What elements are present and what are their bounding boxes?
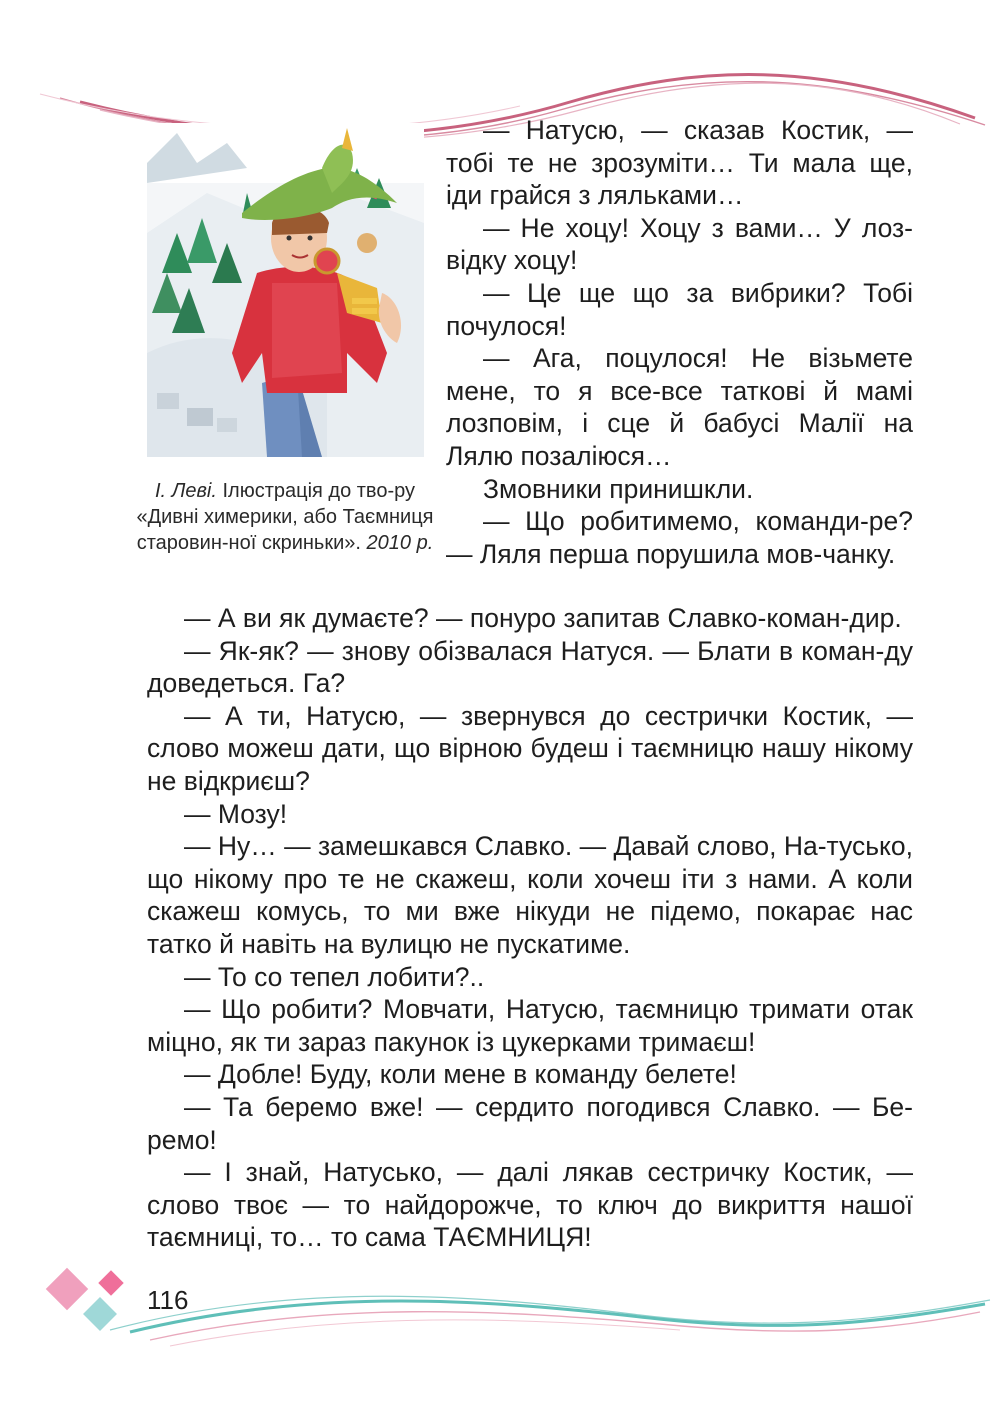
paragraph: — А ти, Натусю, — звернувся до сестрички Костик, — слово можеш дати, що вірною будеш і таємницю нашу нікому не відкриєш?	[147, 700, 913, 796]
paragraph: — Що робити? Мовчати, Натусю, таємницю тримати отак міцно, як ти зараз пакунок із цукерками тримаєш!	[147, 994, 913, 1057]
paragraph: — Натусю, — сказав Костик, — тобі те не зрозуміти… Ти мала ще, іди грайся з ляльками…	[446, 115, 913, 211]
paragraph: — А ви як думаєте? — понуро запитав Славко-коман-дир.	[184, 603, 902, 633]
paragraph: — Що робитимемо, команди-ре? — Ляля перша порушила мов-чанку.	[446, 506, 913, 569]
caption-text: Ілюстрація до тво-ру «Дивні химерики, або Таємниця старовин-ної скриньки».	[136, 480, 434, 554]
caption-year: 2010 р.	[366, 532, 434, 554]
page-number: 116	[147, 1285, 189, 1315]
paragraph: — Добле! Буду, коли мене в команду белете!	[184, 1059, 737, 1090]
body-text	[147, 602, 913, 1254]
paragraph: — Ну… — замешкався Славко. — Давай слово, На-тусько, що нікому про те не скажеш, коли хочеш іти з нами. А коли скажеш комусь, то ми вже нікуди не підемо, покарає нас татко й навіть на вулицю не пускатиме.	[147, 831, 913, 959]
paragraph: — Це ще що за вибрики? Тобі почулося!	[446, 277, 913, 341]
paragraph: — То со тепел лобити?..	[184, 961, 485, 992]
paragraph: — Як-як? — знову обізвалася Натуся. — Блати в коман-ду доведеться. Га?	[147, 635, 913, 699]
caption-author: І. Леві.	[154, 480, 217, 502]
column-text	[446, 114, 913, 570]
book-illustration	[147, 123, 424, 457]
paragraph: — Мозу!	[184, 798, 288, 829]
paragraph: — І знай, Натусько, — далі лякав сестричку Костик, — слово твоє — то найдорожче, то ключ до викриття нашої таємниці, то… то сама ТАЄМНИЦЯ!	[147, 1157, 913, 1253]
illustration-caption	[135, 478, 435, 556]
diamond-decoration	[40, 1262, 140, 1342]
paragraph: — Не хоцу! Хоцу з вами… У лоз-відку хоцу!	[446, 212, 913, 276]
paragraph: — Ага, поцулося! Не візьмете мене, то я все-все таткові й мамі лозповім, і сце й бабусі Малії на Лялю позаліюся…	[446, 343, 913, 471]
paragraph: Змовники принишкли.	[483, 473, 754, 504]
paragraph: — Та беремо вже! — сердито погодився Славко. — Бе-ремо!	[147, 1091, 913, 1155]
